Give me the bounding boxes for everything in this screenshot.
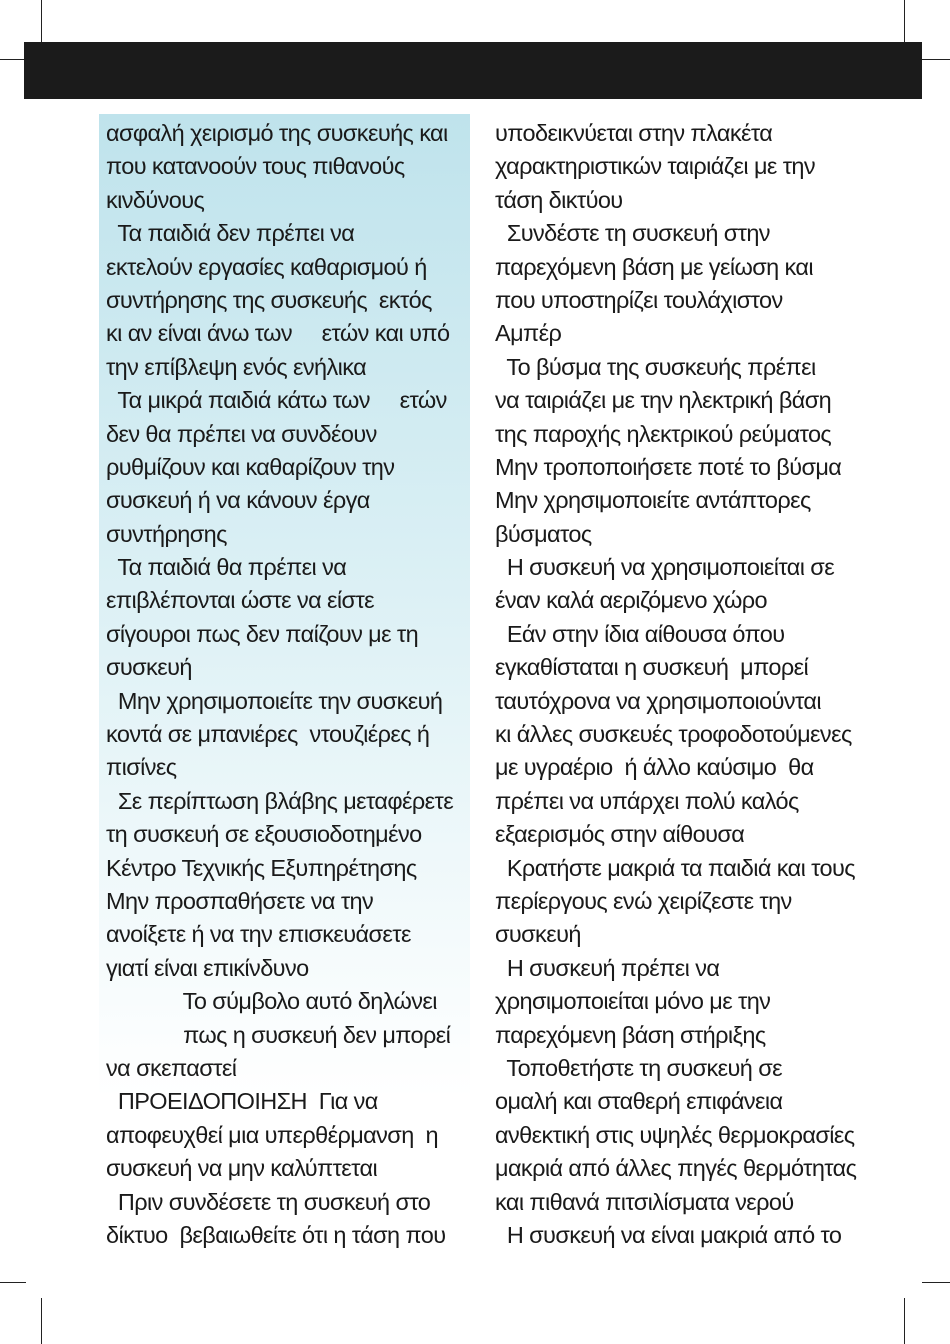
- text-line: Η συσκευή να χρησιμοποιείται σε: [495, 554, 835, 581]
- text-line: ΠΡΟΕΙΔΟΠΟΙΗΣΗ Για να: [106, 1088, 378, 1115]
- text-line: χαρακτηριστικών ταιριάζει με την: [495, 153, 816, 180]
- text-line: Μην χρησιμοποιείτε την συσκευή: [106, 687, 443, 714]
- text-line: με υγραέριο ή άλλο καύσιμο θα: [495, 754, 814, 781]
- text-line: μακριά από άλλες πηγές θερμότητας: [495, 1155, 857, 1182]
- text-line: πως η συσκευή δεν μπορεί: [106, 1021, 451, 1048]
- left-column: [106, 117, 476, 1252]
- text-line: Μην προσπαθήσετε να την: [106, 887, 374, 914]
- text-line: Αμπέρ: [495, 320, 562, 347]
- text-line: έναν καλά αεριζόμενο χώρο: [495, 587, 768, 614]
- text-line: δεν θα πρέπει να συνδέουν: [106, 420, 377, 447]
- text-line: να ταιριάζει με την ηλεκτρική βάση: [495, 387, 832, 414]
- text-line: γιατί είναι επικίνδυνο: [106, 954, 309, 981]
- text-line: Το βύσμα της συσκευής πρέπει: [495, 353, 816, 380]
- text-line: τη συσκευή σε εξουσιοδοτημένο: [106, 821, 422, 848]
- text-line: συντήρησης: [106, 520, 227, 547]
- crop-mark: [904, 0, 905, 46]
- text-line: Σε περίπτωση βλάβης μεταφέρετε: [106, 787, 454, 814]
- text-line: Το σύμβολο αυτό δηλώνει: [106, 988, 437, 1015]
- text-line: που υποστηρίζει τουλάχιστον: [495, 286, 783, 313]
- text-line: Τα παιδιά δεν πρέπει να: [106, 220, 355, 247]
- crop-mark: [922, 59, 950, 60]
- text-line: πισίνες: [106, 754, 177, 781]
- text-line: της παροχής ηλεκτρικού ρεύματος: [495, 420, 832, 447]
- text-line: Τα μικρά παιδιά κάτω των ετών: [106, 387, 447, 414]
- text-line: Μην χρησιμοποιείτε αντάπτορες: [495, 487, 811, 514]
- crop-mark: [41, 0, 42, 46]
- text-line: ομαλή και σταθερή επιφάνεια: [495, 1088, 783, 1115]
- text-line: Η συσκευή πρέπει να: [495, 954, 720, 981]
- text-line: ανθεκτική στις υψηλές θερμοκρασίες: [495, 1121, 855, 1148]
- crop-mark: [922, 1282, 950, 1283]
- text-line: Πριν συνδέσετε τη συσκευή στο: [106, 1188, 431, 1215]
- header-bar: [24, 42, 922, 99]
- text-line: να σκεπαστεί: [106, 1054, 237, 1081]
- text-line: παρεχόμενη βάση με γείωση και: [495, 253, 813, 280]
- text-line: συσκευή να μην καλύπτεται: [106, 1155, 378, 1182]
- text-line: που κατανοούν τους πιθανούς: [106, 153, 405, 180]
- text-line: συσκευή: [106, 654, 192, 681]
- text-line: ανοίξετε ή να την επισκευάσετε: [106, 921, 411, 948]
- text-line: και πιθανά πιτσιλίσματα νερού: [495, 1188, 794, 1215]
- text-line: κινδύνους: [106, 186, 205, 213]
- text-line: συντήρησης της συσκευής εκτός: [106, 286, 432, 313]
- text-line: χρησιμοποιείται μόνο με την: [495, 988, 771, 1015]
- text-line: κι άλλες συσκευές τροφοδοτούμενες: [495, 721, 852, 748]
- text-line: κι αν είναι άνω των ετών και υπό: [106, 320, 450, 347]
- text-line: υποδεικνύεται στην πλακέτα: [495, 120, 773, 146]
- text-line: τάση δικτύου: [495, 186, 623, 213]
- text-line: αποφευχθεί μια υπερθέρμανση η: [106, 1121, 439, 1148]
- text-line: ταυτόχρονα να χρησιμοποιούνται: [495, 687, 821, 714]
- text-line: εκτελούν εργασίες καθαρισμού ή: [106, 253, 427, 280]
- text-line: ασφαλή χειρισμό της συσκευής και: [106, 120, 448, 146]
- text-line: Η συσκευή να είναι μακριά από το: [495, 1221, 842, 1248]
- text-line: βύσματος: [495, 520, 592, 547]
- text-line: εγκαθίσταται η συσκευή μπορεί: [495, 654, 809, 681]
- text-line: Τα παιδιά θα πρέπει να: [106, 554, 347, 581]
- text-line: περίεργους ενώ χειρίζεστε την: [495, 887, 792, 914]
- text-line: παρεχόμενη βάση στήριξης: [495, 1021, 766, 1048]
- text-line: πρέπει να υπάρχει πολύ καλός: [495, 787, 799, 814]
- text-line: σίγουροι πως δεν παίζουν με τη: [106, 620, 419, 647]
- text-line: Μην τροποποιήσετε ποτέ το βύσμα: [495, 453, 842, 480]
- crop-mark: [0, 1282, 26, 1283]
- text-line: Τοποθετήστε τη συσκευή σε: [495, 1054, 782, 1081]
- text-line: την επίβλεψη ενός ενήλικα: [106, 353, 367, 380]
- text-line: Κέντρο Τεχνικής Εξυπηρέτησης: [106, 854, 417, 881]
- text-line: εξαερισμός στην αίθουσα: [495, 821, 745, 848]
- crop-mark: [0, 59, 26, 60]
- crop-mark: [904, 1298, 905, 1344]
- text-line: Συνδέστε τη συσκευή στην: [495, 220, 770, 247]
- right-column: [495, 117, 865, 1252]
- text-line: επιβλέπονται ώστε να είστε: [106, 587, 375, 614]
- text-line: Κρατήστε μακριά τα παιδιά και τους: [495, 854, 855, 881]
- text-line: Εάν στην ίδια αίθουσα όπου: [495, 620, 785, 647]
- crop-mark: [41, 1298, 42, 1344]
- text-line: συσκευή: [495, 921, 581, 948]
- text-line: δίκτυο βεβαιωθείτε ότι η τάση που: [106, 1221, 446, 1248]
- text-line: ρυθμίζουν και καθαρίζουν την: [106, 453, 395, 480]
- text-line: κοντά σε μπανιέρες ντουζιέρες ή: [106, 721, 430, 748]
- text-line: συσκευή ή να κάνουν έργα: [106, 487, 370, 514]
